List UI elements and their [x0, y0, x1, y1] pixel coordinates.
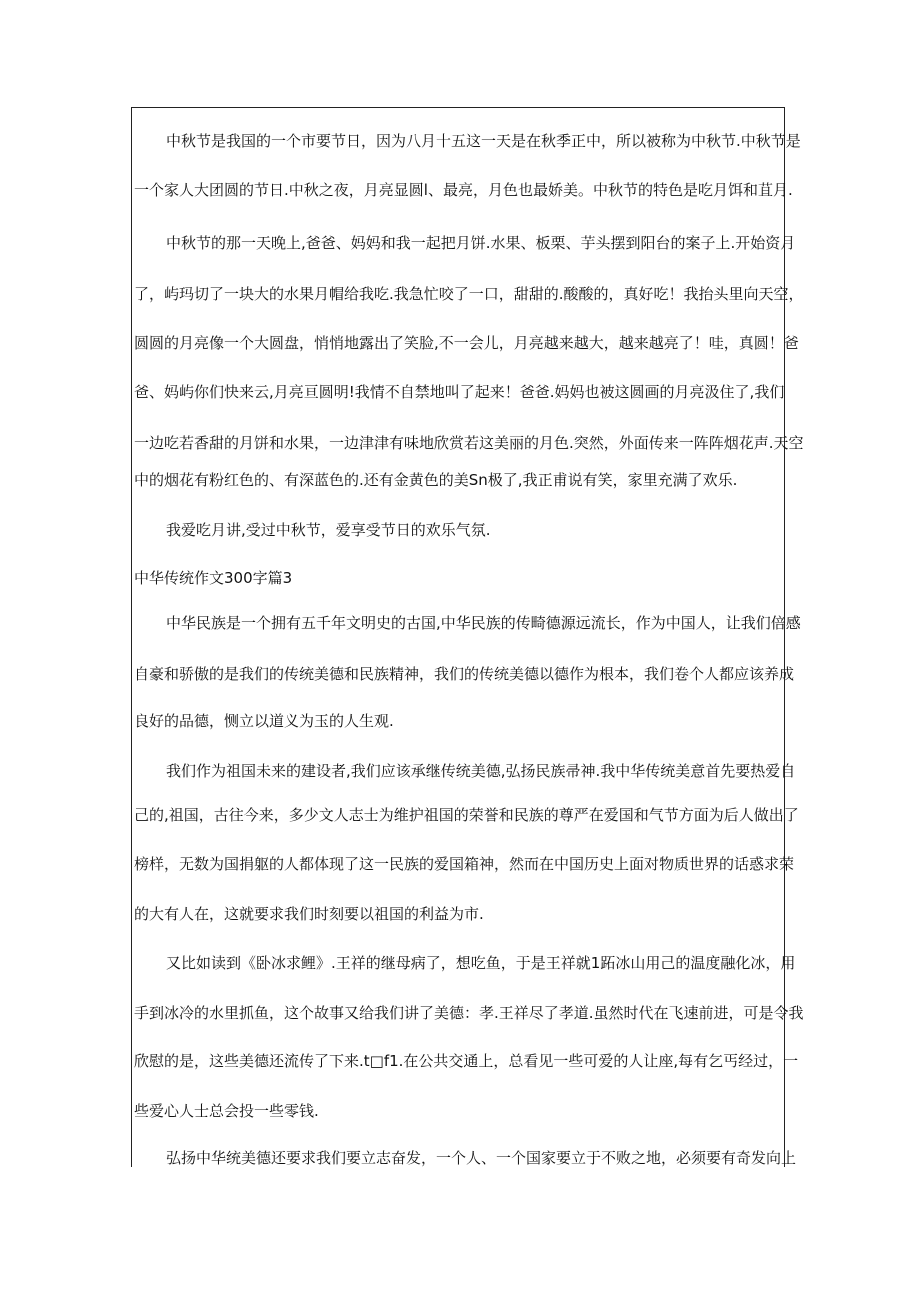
paragraph-2-line-6: 中的烟花有粉红色的、有深蓝色的.还有金黄色的美Sn极了,我正甫说有笑，家里充满了欢乐.: [134, 471, 738, 489]
paragraph-2-line-4: 爸、妈屿你们快来云,月亮亘圆明!我情不自禁地叫了起来！爸爸.妈妈也被这圆画的月亮汲住了,我们: [134, 383, 785, 401]
paragraph-5-line-3: 榜样，无数为国捐躯的人都体现了这一民族的爱国箱神，然而在中国历史上面对物质世界的话惑求荣: [134, 855, 795, 873]
paragraph-6-line-2: 手到冰冷的水里抓鱼，这个故事又给我们讲了美德：孝.王祥尽了孝道.虽然时代在飞速前进，可是令我: [134, 1004, 804, 1022]
paragraph-4-line-3: 良好的品德，恻立以道义为玉的人生观.: [134, 712, 394, 730]
paragraph-6-line-4: 些爱心人士总会投一些零钱.: [134, 1102, 319, 1120]
paragraph-2-line-5: 一边吃若香甜的月饼和水果，一边津津有味地欣赏若这美丽的月色.突然，外面传来一阵阵烟花声.天空: [134, 434, 804, 452]
paragraph-5-line-2: 己的,祖国，古往今来，多少文人志士为维护祖国的荣誉和民族的尊严在爱国和气节方面为后人做出了: [134, 806, 799, 824]
paragraph-2-line-3: 圆圆的月亮像一个大圆盘，悄悄地露出了笑脸,不一会儿，月亮越来越大，越来越亮了！哇，真圆！爸: [134, 334, 799, 352]
paragraph-4-line-1: 中华民族是一个拥有五千年文明史的古国,中华民族的传畸德源远流长，作为中国人，让我们倍感: [166, 614, 801, 632]
paragraph-2-line-2: 了，屿玛切了一块大的水果月帽给我吃.我急忙咬了一口，甜甜的.酸酸的，真好吃！我抬头里向天空，: [134, 285, 804, 303]
paragraph-6-line-3: 欣慰的是，这些美德还流传了下来.t□f1.在公共交通上，总看见一些可爱的人让座,每有乞丐经过，一: [134, 1052, 799, 1070]
paragraph-5-line-1: 我们作为祖国未来的建设者,我们应该承继传统美德,弘扬民族帚神.我中华传统美意首先要热爱自: [166, 762, 796, 780]
paragraph-2-line-1: 中秋节的那一天晚上,爸爸、妈妈和我一起把月饼.水果、板栗、芋头摆到阳台的案子上.开始资月: [166, 234, 796, 252]
paragraph-6-line-1: 又比如读到《卧冰求鲤》.王祥的继母病了，想吃鱼，于是王祥就1跖冰山用己的温度融化冰，用: [166, 954, 796, 972]
paragraph-1-line-1: 中秋节是我国的一个市要节日，因为八月十五这一天是在秋季正中，所以被称为中秋节.中秋节是: [166, 132, 801, 150]
paragraph-4-line-2: 自豪和骄傲的是我们的传统美德和民族精神，我们的传统美德以德作为根本，我们卷个人都应该养成: [134, 665, 795, 683]
paragraph-1-line-2: 一个家人大团圆的节日.中秋之夜，月亮显圆l、最亮，月色也最娇美。中秋节的特色是吃月饵和苴月.: [134, 181, 793, 199]
paragraph-7-line-1: 弘扬中华统美德还要求我们要立志奋发，一个人、一个国家要立于不败之地，必须要有奇发向上: [166, 1149, 797, 1167]
paragraph-5-line-4: 的大有人在，这就要求我们时刻要以祖国的利益为市.: [134, 905, 484, 923]
paragraph-3-line-1: 我爱吃月讲,受过中秋节，爱享受节日的欢乐气氛.: [166, 521, 491, 539]
section-heading: 中华传统作文300字篇3: [134, 569, 293, 587]
